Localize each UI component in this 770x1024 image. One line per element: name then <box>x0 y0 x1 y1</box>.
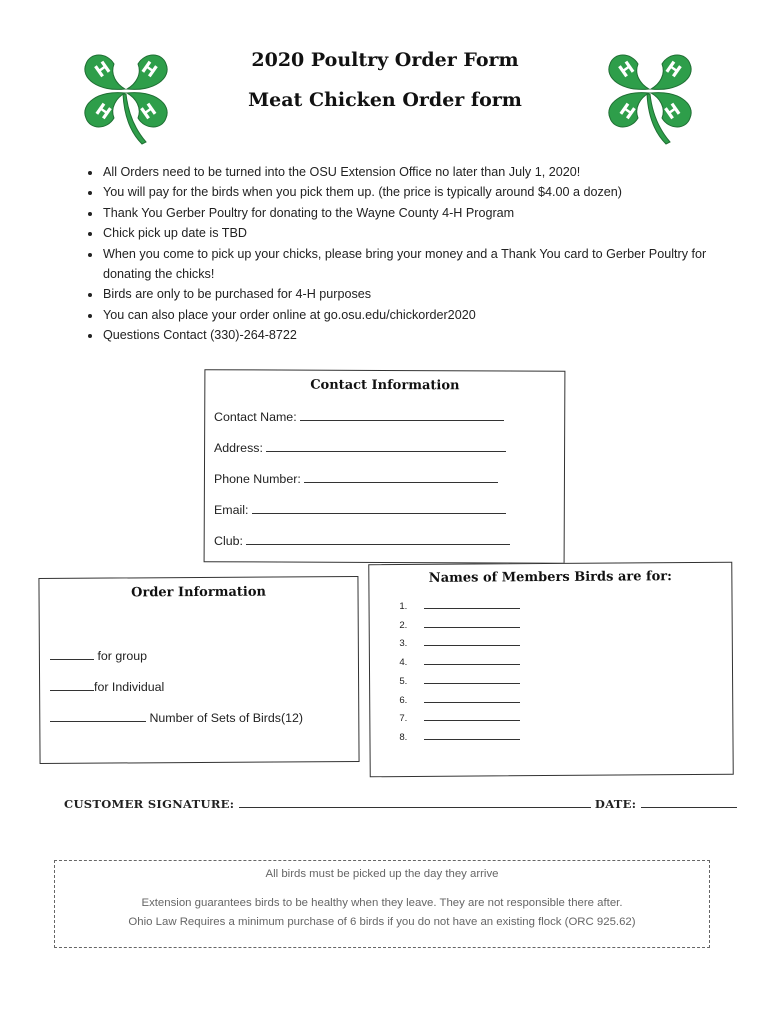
svg-text:H: H <box>137 57 161 83</box>
member-name-item <box>410 729 520 748</box>
member-name-field[interactable] <box>424 655 520 665</box>
member-names-list <box>388 598 520 748</box>
date-label: DATE: <box>594 797 637 811</box>
phone-label: Phone Number: <box>214 472 301 486</box>
member-name-field[interactable] <box>424 618 520 628</box>
instruction-item: • You can also place your order online at go.osu.edu/chickorder2020 <box>102 305 742 325</box>
member-name-item <box>410 692 520 711</box>
sets-row <box>50 709 303 725</box>
instruction-item: • Questions Contact (330)-264-8722 <box>102 325 742 345</box>
notice-box <box>54 860 710 948</box>
member-name-field[interactable] <box>424 599 520 609</box>
club-label: Club: <box>214 534 243 548</box>
instruction-item: • Chick pick up date is TBD <box>102 223 742 243</box>
member-name-field[interactable] <box>424 636 520 646</box>
member-name-item <box>410 654 520 673</box>
member-name-item <box>410 635 520 654</box>
svg-text:H: H <box>137 99 161 125</box>
individual-label: for Individual <box>94 680 165 694</box>
signature-field[interactable] <box>239 797 591 808</box>
notice-line-guarantee: Extension guarantees birds to be healthy when they leave. They are not responsible there after. <box>141 897 623 909</box>
phone-field[interactable] <box>304 470 498 483</box>
contact-name-label: Contact Name: <box>214 410 297 424</box>
individual-row <box>50 678 164 694</box>
contact-name-row <box>214 408 504 424</box>
member-name-field[interactable] <box>424 693 520 703</box>
member-name-item <box>410 710 520 729</box>
signature-label: CUSTOMER SIGNATURE: <box>64 797 235 811</box>
email-row <box>214 501 506 517</box>
individual-count-field[interactable] <box>50 678 94 691</box>
sets-label: Number of Sets of Birds(12) <box>149 711 304 725</box>
member-name-item <box>410 598 520 617</box>
member-name-field[interactable] <box>424 730 520 740</box>
notice-line-pickup: All birds must be picked up the day they arrive <box>265 868 499 880</box>
member-name-item <box>410 617 520 636</box>
instruction-item: • You will pay for the birds when you pick them up. (the price is typically around $4.00 a dozen) <box>102 182 742 202</box>
notice-line-ohio-law: Ohio Law Requires a minimum purchase of 6 birds if you do not have an existing flock (ORC 925.62) <box>128 916 636 928</box>
instruction-item: • All Orders need to be turned into the OSU Extension Office no later than July 1, 2020! <box>102 162 742 182</box>
instructions-list <box>80 162 742 346</box>
address-field[interactable] <box>266 439 506 452</box>
phone-row <box>214 470 498 486</box>
svg-text:H: H <box>91 57 115 83</box>
form-title: 2020 Poultry Order Form <box>251 49 519 71</box>
club-field[interactable] <box>246 532 510 545</box>
member-name-field[interactable] <box>424 711 520 721</box>
member-name-item <box>410 673 520 692</box>
svg-text:H: H <box>91 99 115 125</box>
group-count-field[interactable] <box>50 647 94 660</box>
address-label: Address: <box>214 441 263 455</box>
contact-heading: Contact Information <box>310 377 460 394</box>
signature-row <box>64 797 737 811</box>
svg-text:H: H <box>661 57 685 83</box>
email-field[interactable] <box>252 501 506 514</box>
contact-name-field[interactable] <box>300 408 504 421</box>
form-subtitle: Meat Chicken Order form <box>248 89 522 111</box>
svg-text:H: H <box>615 99 639 125</box>
club-row <box>214 532 510 548</box>
member-name-field[interactable] <box>424 674 520 684</box>
group-label: for group <box>97 649 148 663</box>
address-row <box>214 439 506 455</box>
date-field[interactable] <box>641 797 737 808</box>
svg-text:H: H <box>615 57 639 83</box>
order-information-box <box>38 576 359 764</box>
order-heading: Order Information <box>131 584 266 601</box>
svg-text:H: H <box>661 99 685 125</box>
instruction-item: • Birds are only to be purchased for 4-H purposes <box>102 284 742 304</box>
instruction-item: • Thank You Gerber Poultry for donating to the Wayne County 4-H Program <box>102 203 742 223</box>
email-label: Email: <box>214 503 249 517</box>
group-row <box>50 647 147 663</box>
sets-count-field[interactable] <box>50 709 146 722</box>
instruction-item: • When you come to pick up your chicks, please bring your money and a Thank You card to Gerber Poultry for donating the chicks! <box>102 244 742 285</box>
members-heading: Names of Members Birds are for: <box>428 569 672 586</box>
